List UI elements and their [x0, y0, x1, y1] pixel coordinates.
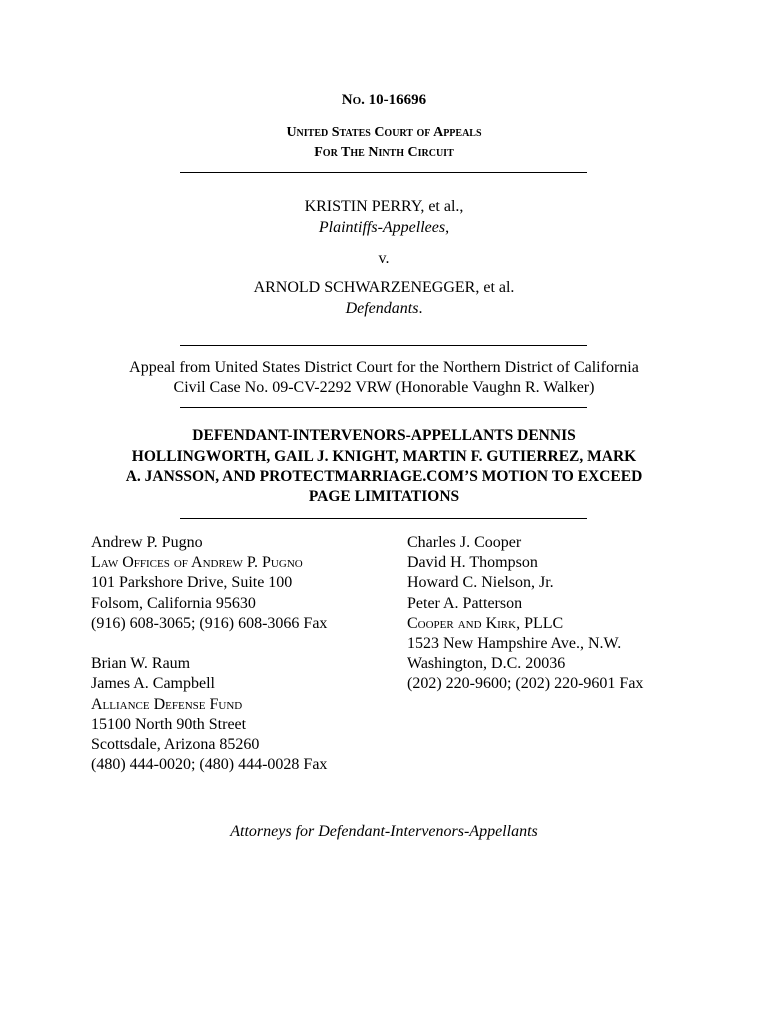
versus: v. [378, 250, 390, 267]
attorney-name: Brian W. Raum [91, 655, 191, 673]
motion-title-line1: DEFENDANT-INTERVENORS-APPELLANTS DENNIS [192, 427, 576, 444]
attorney-name: David H. Thompson [407, 554, 538, 572]
defendant-name: ARNOLD SCHWARZENEGGER, et al. [253, 279, 515, 296]
plaintiff-role: Plaintiffs-Appellees [318, 219, 446, 236]
firm-address-city: Scottsdale, Arizona 85260 [91, 735, 260, 753]
defendant-role: Defendants [345, 300, 419, 317]
firm-address-street: 1523 New Hampshire Ave., N.W. [407, 634, 622, 652]
firm-address-city: Washington, D.C. 20036 [407, 655, 566, 673]
motion-title-line3: A. JANSSON, AND PROTECTMARRIAGE.COM’S MOTION TO EXCEED [125, 468, 643, 485]
firm-address-street: 101 Parkshore Drive, Suite 100 [91, 574, 293, 592]
defendant-role-line [0, 299, 768, 319]
divider-rule-3 [180, 407, 587, 408]
plaintiff-name: KRISTIN PERRY, et al., [304, 198, 464, 215]
appeal-line1: Appeal from United States District Court for the Northern District of California [129, 359, 639, 376]
case-number: No. 10-16696 [341, 92, 427, 108]
attorney-name: Andrew P. Pugno [91, 534, 203, 551]
court-name-line1: United States Court of Appeals [286, 125, 482, 140]
firm-address-street: 15100 North 90th Street [91, 715, 247, 733]
attorneys-for: Attorneys for Defendant-Intervenors-Appellants [230, 823, 538, 840]
law-firm-name: Alliance Defense Fund [91, 695, 243, 713]
attorney-name: Charles J. Cooper [407, 534, 522, 551]
court-name-line2: For The Ninth Circuit [314, 145, 454, 160]
firm-phone-fax: (480) 444-0020; (480) 444-0028 Fax [91, 756, 328, 774]
plaintiff-role-suffix: , [445, 219, 450, 236]
motion-title-line2: HOLLINGWORTH, GAIL J. KNIGHT, MARTIN F. GUTIERREZ, MARK [131, 448, 637, 465]
appeal-line2: Civil Case No. 09-CV-2292 VRW (Honorable Vaughn R. Walker) [173, 379, 595, 396]
firm-phone-fax: (916) 608-3065; (916) 608-3066 Fax [91, 614, 328, 632]
counsel-right-column [407, 533, 643, 695]
divider-rule-2 [180, 345, 587, 346]
spacer [91, 634, 327, 654]
divider-rule-4 [180, 518, 587, 519]
attorney-name: James A. Campbell [91, 675, 215, 693]
firm-address-city: Folsom, California 95630 [91, 594, 256, 612]
divider-rule-1 [180, 172, 587, 173]
defendant-role-suffix: . [418, 300, 423, 317]
law-firm-name: Cooper and Kirk, PLLC [407, 614, 564, 632]
counsel-left-column [91, 533, 327, 775]
law-firm-name: Law Offices of Andrew P. Pugno [91, 554, 303, 572]
attorney-name: Howard C. Nielson, Jr. [407, 574, 554, 592]
plaintiff-role-line [0, 218, 768, 238]
attorney-name: Peter A. Patterson [407, 594, 523, 612]
firm-phone-fax: (202) 220-9600; (202) 220-9601 Fax [407, 675, 644, 693]
motion-title-line4: PAGE LIMITATIONS [308, 488, 460, 505]
